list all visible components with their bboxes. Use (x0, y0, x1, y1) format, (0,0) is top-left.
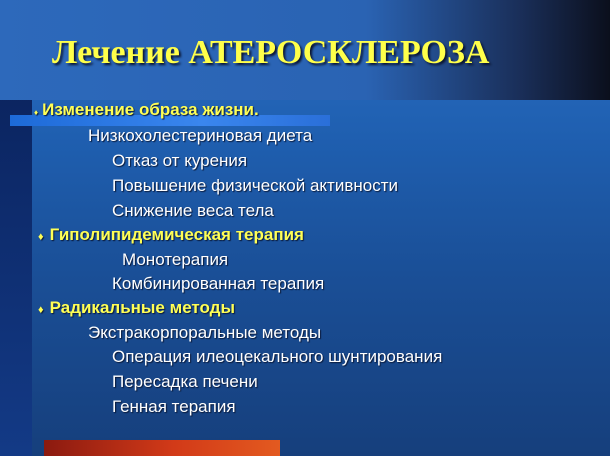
section-heading-text: Гиполипидемическая терапия (49, 225, 304, 244)
list-item: Низкохолестериновая диета (88, 126, 313, 145)
section-heading-text: Изменение образа жизни. (42, 100, 259, 119)
list-item: Экстракорпоральные методы (88, 323, 322, 342)
section-heading-lipid-therapy (38, 225, 304, 245)
slide-title: Лечение АТЕРОСКЛЕРОЗА (52, 34, 490, 71)
diamond-bullet-icon: ♦ (38, 231, 44, 243)
list-item: Монотерапия (122, 250, 229, 269)
list-item: Генная терапия (112, 397, 236, 416)
section-heading-radical-methods (38, 298, 235, 318)
list-item: Отказ от курения (112, 151, 248, 170)
list-item: Снижение веса тела (112, 201, 274, 220)
section-heading-text: Радикальные методы (49, 298, 235, 317)
diamond-bullet-icon: ♦ (38, 304, 44, 316)
list-item: Операция илеоцекального шунтирования (112, 347, 443, 366)
diamond-bullet-icon: ♦ (34, 108, 39, 117)
list-item: Повышение физической активности (112, 176, 398, 195)
bottom-accent-bar (44, 440, 280, 456)
list-item: Комбинированная терапия (112, 274, 325, 293)
section-heading-lifestyle (34, 100, 259, 120)
list-item: Пересадка печени (112, 372, 258, 391)
